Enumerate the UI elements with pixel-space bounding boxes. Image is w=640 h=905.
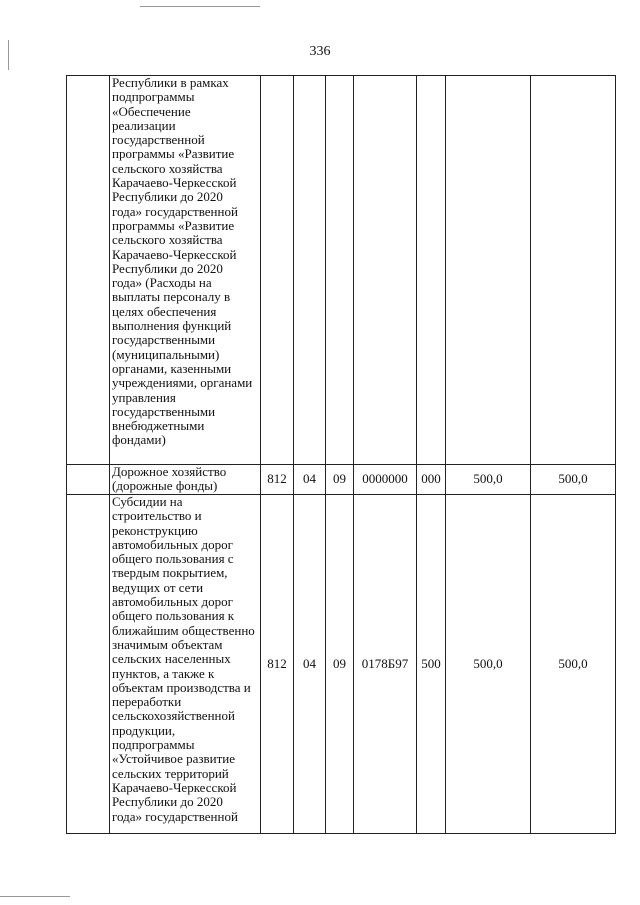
ministry-cell: 812 [261,495,294,834]
amount-cell [531,76,616,465]
table-row [67,465,616,495]
subsection-cell [326,76,354,465]
section-cell [294,76,326,465]
expense-type-cell: 500 [417,495,446,834]
description-cell: Субсидии на строительство и реконструкцию автомобильных дорог общего пользования с твердым покрытием, ведущих от сети автомобильных дорог общего пользования к ближайшим общественно значимым объектам сельских населенных пунктов, а также к объектам производства и переработки сельскохозяйственной продукции, подпрограммы «Устойчивое развитие сельских территорий Карачаево-Черкесской Республики до 2020 года» государственной [110,495,261,834]
ministry-cell [261,76,294,465]
row-number-cell [67,76,110,465]
ministry-cell: 812 [261,465,294,495]
description-cell: Дорожное хозяйство (дорожные фонды) [110,465,261,495]
description-cell: Республики в рамках подпрограммы «Обеспечение реализации государственной программы «Развитие сельского хозяйства Карачаево-Черкесской Республики до 2020 года» государственной программы «Развитие сельского хозяйства Карачаево-Черкесской Республики до 2020 года» (Расходы на выплаты персоналу в целях обеспечения выполнения функций государственными (муниципальными) органами, казенными учреждениями, органами управления государственными внебюджетными фондами) [110,76,261,465]
amount-cell: 500,0 [531,465,616,495]
row-number-cell [67,465,110,495]
target-article-cell [354,76,417,465]
section-cell: 04 [294,495,326,834]
subsection-cell: 09 [326,465,354,495]
page-number: 336 [309,44,331,59]
scan-mark-top [140,6,260,7]
table-row [67,495,616,834]
amount-cell [446,76,531,465]
scan-mark-bottom [0,896,70,897]
budget-table [66,75,616,834]
amount-cell: 500,0 [531,495,616,834]
subsection-cell: 09 [326,495,354,834]
target-article-cell: 0178Б97 [354,495,417,834]
scan-mark-left [8,40,9,70]
table-row [67,76,616,465]
row-number-cell [67,495,110,834]
expense-type-cell: 000 [417,465,446,495]
target-article-cell: 0000000 [354,465,417,495]
section-cell: 04 [294,465,326,495]
amount-cell: 500,0 [446,465,531,495]
amount-cell: 500,0 [446,495,531,834]
expense-type-cell [417,76,446,465]
